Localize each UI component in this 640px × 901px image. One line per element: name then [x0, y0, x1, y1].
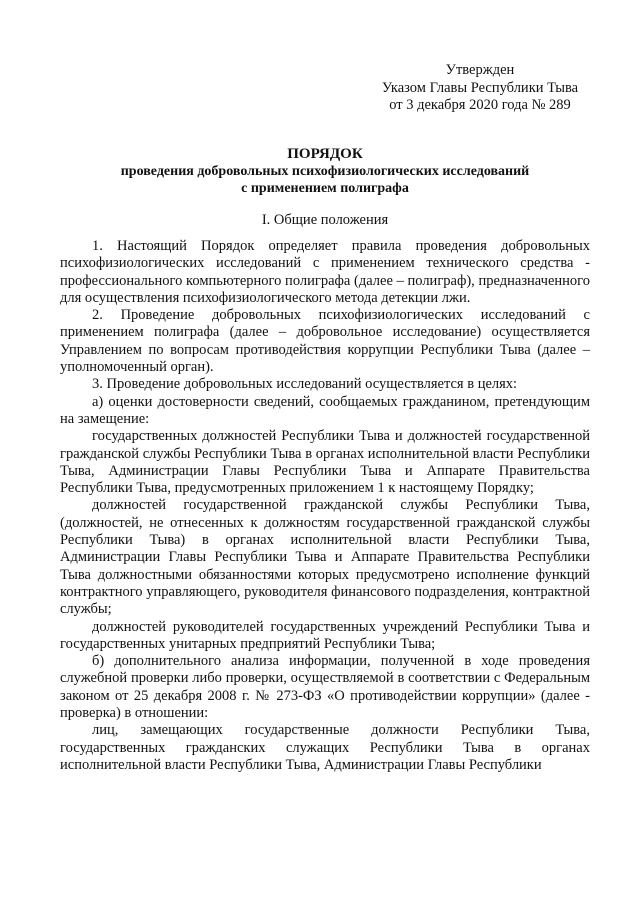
paragraph-3a: а) оценки достоверности сведений, сообщаемых гражданином, претендующим на замещение: — [60, 393, 590, 427]
section-heading: I. Общие положения — [261, 212, 389, 228]
subtitle-line-2: с применением полиграфа — [241, 181, 409, 196]
paragraph-3a-item-3: должностей руководителей государственных учреждений Республики Тыва и государственных унитарных предприятий Республики Тыва; — [60, 618, 590, 652]
approval-line-approved: Утвержден — [445, 62, 515, 78]
approval-line-decree: Указом Главы Республики Тыва — [381, 79, 579, 96]
paragraph-3b: б) дополнительного анализа информации, полученной в ходе проведения служебной проверки либо проверки, осуществляемой в соответствии с Федеральным законом от 25 декабря 2008 г. № 273-ФЗ «О противодействии коррупции» (далее - проверка) в отношении: — [60, 653, 590, 722]
document-body — [60, 238, 590, 774]
paragraph-3: 3. Проведение добровольных исследований осуществляется в целях: — [92, 376, 518, 393]
paragraph-1: 1. Настоящий Порядок определяет правила проведения добровольных психофизиологических исследований с применением технического средства - профессионального компьютерного полиграфа (далее – полиграф), предназначенного для осуществления психофизиологического метода детекции лжи. — [60, 238, 590, 306]
paragraph-2: 2. Проведение добровольных психофизиологических исследований с применением полиграфа (далее – добровольное исследование) осуществляется Управлением по вопросам противодействия коррупции Республики Тыва (далее – уполномоченный орган). — [60, 307, 590, 376]
approval-stamp — [360, 62, 600, 115]
approval-line-date: от 3 декабря 2020 года № 289 — [389, 97, 571, 113]
subtitle-line-1: проведения добровольных психофизиологических исследований — [120, 164, 530, 179]
document-title: ПОРЯДОК — [287, 146, 363, 162]
paragraph-3a-item-1: государственных должностей Республики Тыва и должностей государственной гражданской службы Республики Тыва в органах исполнительной власти Республики Тыва, Администрации Главы Республики Тыва и Аппарате Правительства Республики Тыва, предусмотренных приложением 1 к настоящему Порядку; — [60, 428, 590, 497]
document-subtitle — [60, 163, 590, 197]
paragraph-3a-item-2: должностей государственной гражданской службы Республики Тыва, (должностей, не отнесенных к должностям государственной гражданской службы Республики Тыва) в органах исполнительной власти Республики Тыва, Администрации Главы Республики Тыва и Аппарате Правительства Республики Тыва должностными обязанностями которых предусмотрено исполнение функций контрактного управляющего, руководителя финансового подразделения, контрактной службы; — [60, 497, 590, 618]
paragraph-3b-item-1: лиц, замещающих государственные должности Республики Тыва, государственных гражданских служащих Республики Тыва в органах исполнительной власти Республики Тыва, Администрации Главы Республики — [60, 722, 590, 773]
